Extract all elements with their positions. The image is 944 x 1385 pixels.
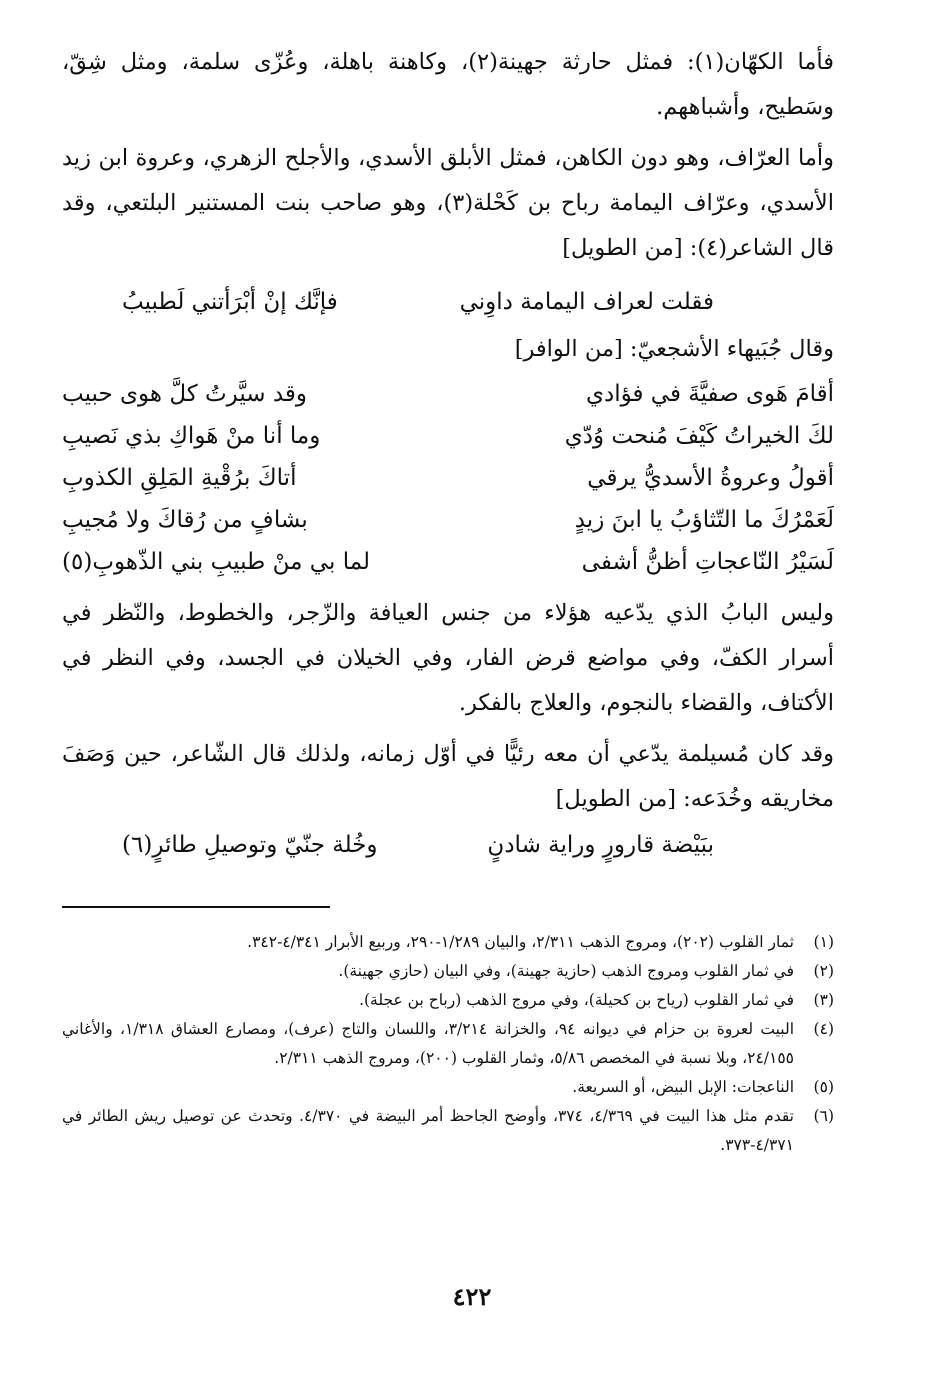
- verse-hemistich-first: لَسَيْرُ النّاعجاتِ أظنُّ أشفى: [581, 549, 834, 575]
- footnote: [62, 957, 834, 986]
- verse-hemistich-first: أقامَ هَوى صفيَّةَ في فؤادي: [585, 381, 834, 407]
- footnote-text: في ثمار القلوب (رياح بن كحيلة)، وفي مروج الذهب (رباح بن عجلة).: [359, 991, 794, 1009]
- footnote-number: (٣): [813, 991, 834, 1009]
- verse-line: [62, 373, 834, 415]
- footnote-text: ثمار القلوب (٢٠٢)، ومروج الذهب ٢/٣١١، والبيان ١/٢٨٩-٢٩٠، وربيع الأبرار ٤/٣٤١-٣٤٢.: [247, 933, 794, 951]
- footnote: [62, 1015, 834, 1073]
- poem-block: [62, 373, 834, 583]
- footnote-text: تقدم مثل هذا البيت في ٤/٣٦٩، ٣٧٤، وأوضح الجاحظ أمر البيضة في ٤/٣٧٠. وتحدث عن توصيل ريش الطائر في ٤/٣٧١-٣٧٣.: [62, 1107, 794, 1154]
- footnote-text: الناعجات: الإبل البيض، أو السريعة.: [572, 1078, 794, 1096]
- footnote-number: (٤): [813, 1020, 834, 1038]
- verse-hemistich-first: أقولُ وعروةُ الأسديُّ يرقي: [587, 465, 834, 491]
- footnote-separator: [62, 906, 330, 908]
- footnote-number: (١): [813, 933, 834, 951]
- footnote-text: في ثمار القلوب ومروج الذهب (حازية جهينة)، وفي البيان (حازي جهينة).: [338, 962, 794, 980]
- verse-hemistich-second: أتاكَ برُقْيةِ المَلِقِ الكذوبِ: [62, 465, 297, 491]
- footnote: [62, 1102, 834, 1160]
- verse-hemistich-first: ببَيْضة قارورٍ وراية شادنٍ: [487, 832, 714, 858]
- verse-hemistich-second: فإنَّك إنْ أبْرَأتني لَطبيبُ: [122, 289, 338, 315]
- verse-line: [62, 415, 834, 457]
- verse-hemistich-first: فقلت لعراف اليمامة داوِني: [459, 289, 714, 315]
- paragraph-divination: وليس البابُ الذي يدّعيه هؤلاء من جنس العيافة والزّجر، والخطوط، والنّظر في أسرار الكفّ، وفي مواضع قرض الفار، وفي الخيلان في الجسد، وفي النظر في الأكتاف، والقضاء بالنجوم، والعلاج بالفكر.: [62, 600, 834, 716]
- poem-intro: وقال جُبَيهاء الأشجعيّ: [من الوافر]: [514, 336, 834, 362]
- footnote-text: البيت لعروة بن حزام في ديوانه ٩٤، والخزانة ٣/٢١٤، واللسان والتاج (عرف)، ومصارع العشاق ١/٣١٨، والأغاني ٢٤/١٥٥، وبلا نسبة في المخصص ٥/٨٦، وثمار القلوب (٢٠٠)، ومروج الذهب ٢/٣١١.: [62, 1020, 795, 1067]
- footnote-number: (٢): [813, 962, 834, 980]
- verse-hemistich-second: وخُلة جنّيّ وتوصيلِ طائرٍ(٦): [122, 832, 378, 858]
- paragraph-musaylima: وقد كان مُسيلمة يدّعي أن معه رئيًّا في أوّل زمانه، ولذلك قال الشّاعر، حين وَصَفَ مخاريقه وخُدَعه: [من الطويل]: [62, 741, 834, 812]
- footnotes: [62, 928, 834, 1160]
- verse-hemistich-first: لكَ الخيراتُ كَيْفَ مُنحت وُدّي: [564, 423, 834, 449]
- paragraph-diviners: وأما العرّاف، وهو دون الكاهن، فمثل الأبلق الأسدي، والأجلح الزهري، وعروة ابن زيد الأسدي، وعرّاف اليمامة رباح بن كَحْلة(٣)، وهو صاحب بنت المستنير البلتعي، وقد قال الشاعر(٤): [من الطويل]: [62, 145, 834, 261]
- verse-hemistich-second: وقد سيَّرتُ كلَّ هوى حبيب: [62, 381, 308, 407]
- paragraph-soothsayers: فأما الكهّان(١): فمثل حارثة جهينة(٢)، وكاهنة باهلة، وعُزّى سلمة، ومثل شِقّ، وسَطيح، وأشباههم.: [62, 49, 835, 120]
- verse-line: [62, 822, 834, 868]
- verse-line: [62, 499, 834, 541]
- verse-line: [62, 541, 834, 583]
- footnote-number: (٦): [813, 1107, 834, 1125]
- verse-line: [62, 279, 834, 325]
- verse-hemistich-first: لَعَمْرُكَ ما التّثاؤبُ يا ابنَ زيدٍ: [574, 507, 834, 533]
- page-number: ٤٢٢: [452, 1282, 492, 1311]
- verse-line: [62, 457, 834, 499]
- footnote: [62, 986, 834, 1015]
- verse-hemistich-second: وما أنا منْ هَواكِ بذي نَصيبِ: [62, 423, 321, 449]
- footnote-number: (٥): [813, 1078, 834, 1096]
- footnote: [62, 928, 834, 957]
- verse-hemistich-second: بشافٍ من رُقاكَ ولا مُجيبِ: [62, 507, 308, 533]
- footnote: [62, 1073, 834, 1102]
- verse-hemistich-second: لما بي منْ طبيبِ بني الذّهوبِ(٥): [62, 549, 371, 575]
